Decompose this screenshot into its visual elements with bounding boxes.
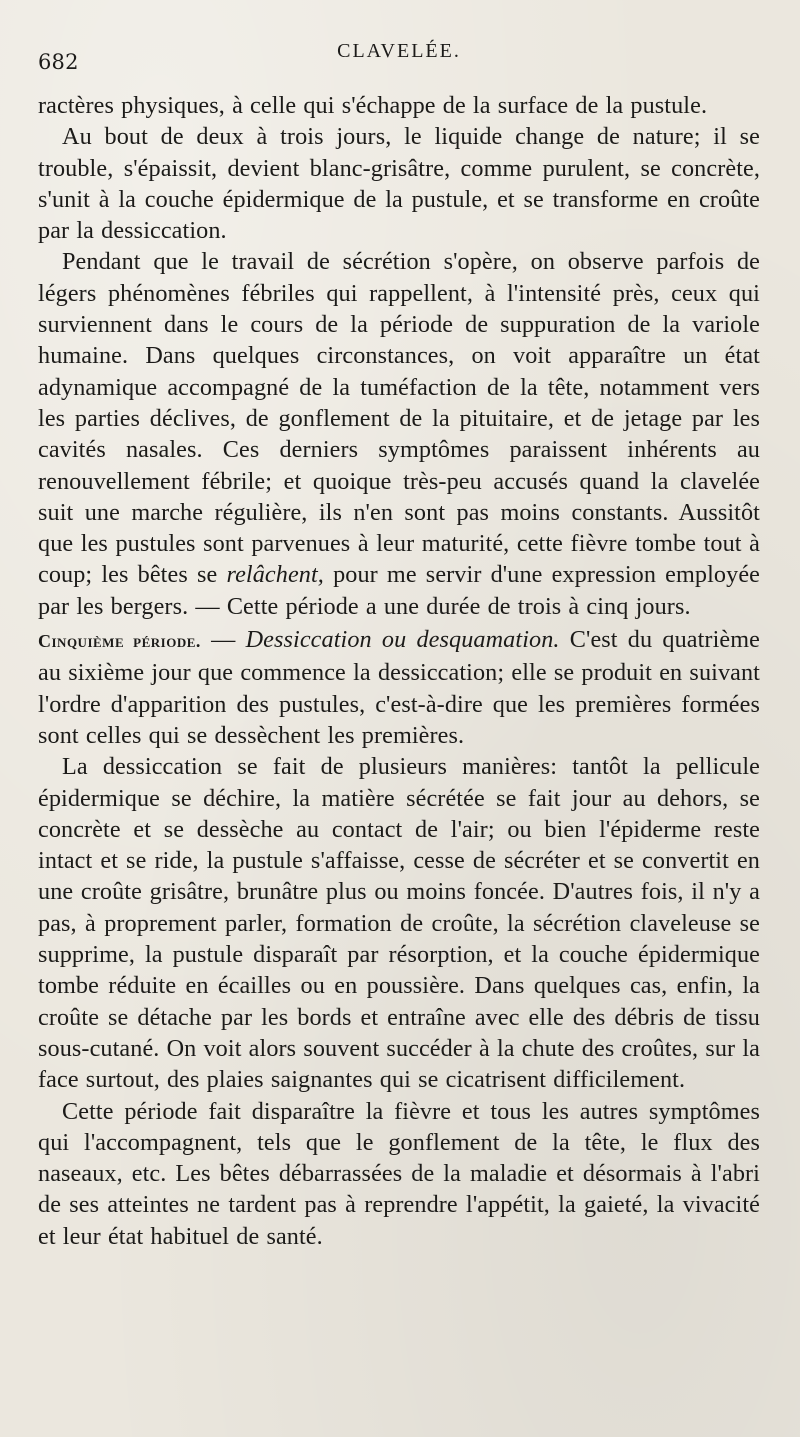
- paragraph: [38, 121, 760, 246]
- paragraph-text: ractères physiques, à celle qui s'échappe de la surface de la pustule.: [38, 92, 708, 119]
- paragraph-text: Au bout de deux à trois jours, le liquide change de nature; il se trouble, s'épaissit, devient blanc-grisâtre, comme purulent, se concrète, s'unit à la couche épidermique de la pustule, et se transforme en croûte par la dessiccation.: [38, 123, 760, 245]
- page-header: [38, 32, 760, 72]
- paragraph: [38, 246, 760, 622]
- section-title: Dessiccation ou desquamation.: [245, 626, 560, 654]
- section-label: Cinquième période.: [38, 631, 201, 652]
- paragraph-text: Pendant que le travail de sécrétion s'opère, on observe parfois de légers phénomènes fébriles qui rappellent, à l'intensité près, ceux qui surviennent dans le cours de la période de suppuration de la variole humaine. Dans quelques circonstances, on voit apparaître un état adynamique accompagné de la tuméfaction de la tête, notamment vers les parties déclives, de gonflement de la pituitaire, et de jetage par les cavités nasales. Ces derniers symptômes paraissent inhérents au renouvellement fébrile; et quoique très-peu accusés quand la clavelée suit une marche régulière, ils n'en sont pas moins constants. Aussitôt que les pustules sont parvenues à leur maturité, cette fièvre tombe tout à coup; les bêtes se: [38, 248, 760, 589]
- paragraph-text: Cette période fait disparaître la fièvre et tous les autres symptômes qui l'accompagnent, tels que le gonflement de la tête, le flux des naseaux, etc. Les bêtes débarrassées de la maladie et désormais à l'abri de ses atteintes ne tardent pas à reprendre l'appétit, la gaieté, la vivacité et leur état habituel de santé.: [38, 1097, 760, 1250]
- paragraph-text-after: pour me servir d'une expression employée par les bergers. — Cette période a une durée de trois à cinq jours.: [38, 561, 760, 620]
- paragraph-text: C'est du quatrième au sixième jour que commence la dessiccation; elle se produit en suivant l'ordre d'apparition des pustules, c'est-à-dire que les premières formées sont celles qui se dessèchent les premières.: [38, 626, 760, 749]
- paragraph-text: La dessiccation se fait de plusieurs manières: tantôt la pellicule épidermique se déchire, la matière sécrétée se fait jour au dehors, se concrète et se dessèche au contact de l'air; ou bien l'épiderme reste intact et se ride, la pustule s'affaisse, cesse de sécréter et se convertit en une croûte grisâtre, brunâtre plus ou moins foncée. D'autres fois, il n'y a pas, à proprement parler, formation de croûte, la sécrétion claveleuse se supprime, la pustule disparaît par résorption, et la couche épidermique tombe réduite en écailles ou en poussière. Dans quelques cas, enfin, la croûte se détache par les bords et entraîne avec elle des débris de tissu sous-cutané. On voit alors souvent succéder à la chute des croûtes, sur la face surtout, des plaies saignantes qui se cicatrisent difficilement.: [38, 753, 760, 1094]
- paragraph-continuation: [38, 90, 760, 121]
- section-dash: —: [200, 626, 246, 654]
- page-content: [38, 90, 760, 1252]
- paragraph: [38, 751, 760, 1095]
- paragraph: [38, 1096, 760, 1252]
- page-number: 682: [38, 50, 79, 74]
- italic-term: relâchent,: [226, 561, 324, 589]
- section-paragraph: [38, 624, 760, 751]
- running-title: CLAVELÉE.: [337, 40, 461, 62]
